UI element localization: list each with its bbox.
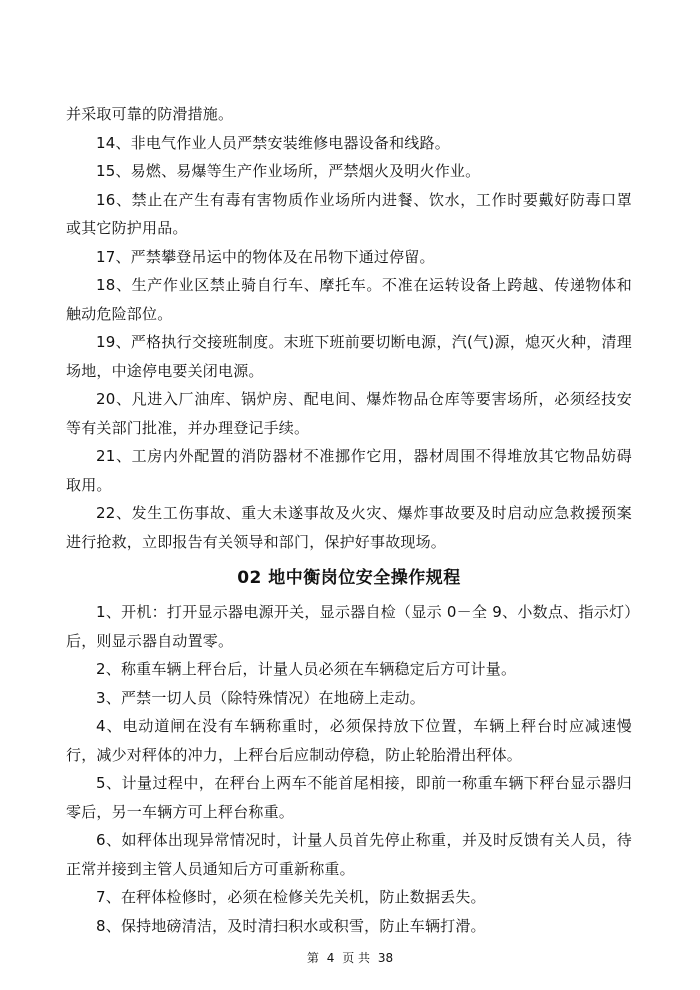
- rule-item: 17、严禁攀登吊运中的物体及在吊物下通过停留。: [96, 247, 435, 266]
- procedure-item: 6、如秤体出现异常情况时，计量人员首先停止称重，并及时反馈有关人员，待正常并接到主管人员通知后方可重新称重。: [66, 831, 632, 878]
- rule-item: 21、工房内外配置的消防器材不准挪作它用，器材周围不得堆放其它物品妨碍取用。: [66, 447, 632, 494]
- rule-item: 14、非电气作业人员严禁安装维修电器设备和线路。: [96, 133, 450, 152]
- rule-item: 15、易燃、易爆等生产作业场所，严禁烟火及明火作业。: [96, 162, 481, 180]
- procedure-item: 3、严禁一切人员（除特殊情况）在地磅上走动。: [96, 688, 425, 707]
- procedure-item: 8、保持地磅清洁，及时清扫积水或积雪，防止车辆打滑。: [96, 916, 486, 935]
- rule-item: 19、严格执行交接班制度。末班下班前要切断电源，汽(气)源，熄灭火种，清理场地，中途停电要关闭电源。: [66, 333, 632, 380]
- rule-item: 20、凡进入厂油库、锅炉房、配电间、爆炸物品仓库等要害场所，必须经技安等有关部门批准，并办理登记手续。: [66, 390, 632, 437]
- footer-middle: 页 共: [342, 951, 371, 965]
- page-content: [66, 100, 632, 940]
- procedure-item: 4、电动道闸在没有车辆称重时，必须保持放下位置，车辆上秤台时应减速慢行，减少对秤体的冲力，上秤台后应制动停稳，防止轮胎滑出秤体。: [66, 717, 632, 764]
- section-title: 02 地中衡岗位安全操作规程: [237, 568, 461, 588]
- continuation-paragraph: 并采取可靠的防滑措施。: [66, 105, 234, 123]
- procedure-item: 2、称重车辆上秤台后，计量人员必须在车辆稳定后方可计量。: [96, 660, 517, 678]
- procedure-item: 1、开机：打开显示器电源开关，显示器自检（显示 0－全 9、小数点、指示灯）后，则显示器自动置零。: [66, 603, 632, 650]
- procedure-item: 5、计量过程中，在秤台上两车不能首尾相接，即前一称重车辆下秤台显示器归零后，另一车辆方可上秤台称重。: [66, 774, 632, 821]
- rule-item: 22、发生工伤事故、重大未遂事故及火灾、爆炸事故要及时启动应急救援预案进行抢救，立即报告有关领导和部门，保护好事故现场。: [66, 504, 632, 551]
- footer-prefix: 第: [306, 951, 319, 965]
- page-footer: [0, 950, 700, 966]
- procedure-item: 7、在秤体检修时，必须在检修关先关机，防止数据丢失。: [96, 888, 486, 906]
- footer-total-pages: 38: [377, 951, 394, 965]
- rule-item: 18、生产作业区禁止骑自行车、摩托车。不准在运转设备上跨越、传递物体和触动危险部位。: [66, 276, 632, 323]
- footer-page-number: 4: [326, 951, 335, 965]
- rule-item: 16、禁止在产生有毒有害物质作业场所内进餐、饮水，工作时要戴好防毒口罩或其它防护用品。: [66, 190, 632, 237]
